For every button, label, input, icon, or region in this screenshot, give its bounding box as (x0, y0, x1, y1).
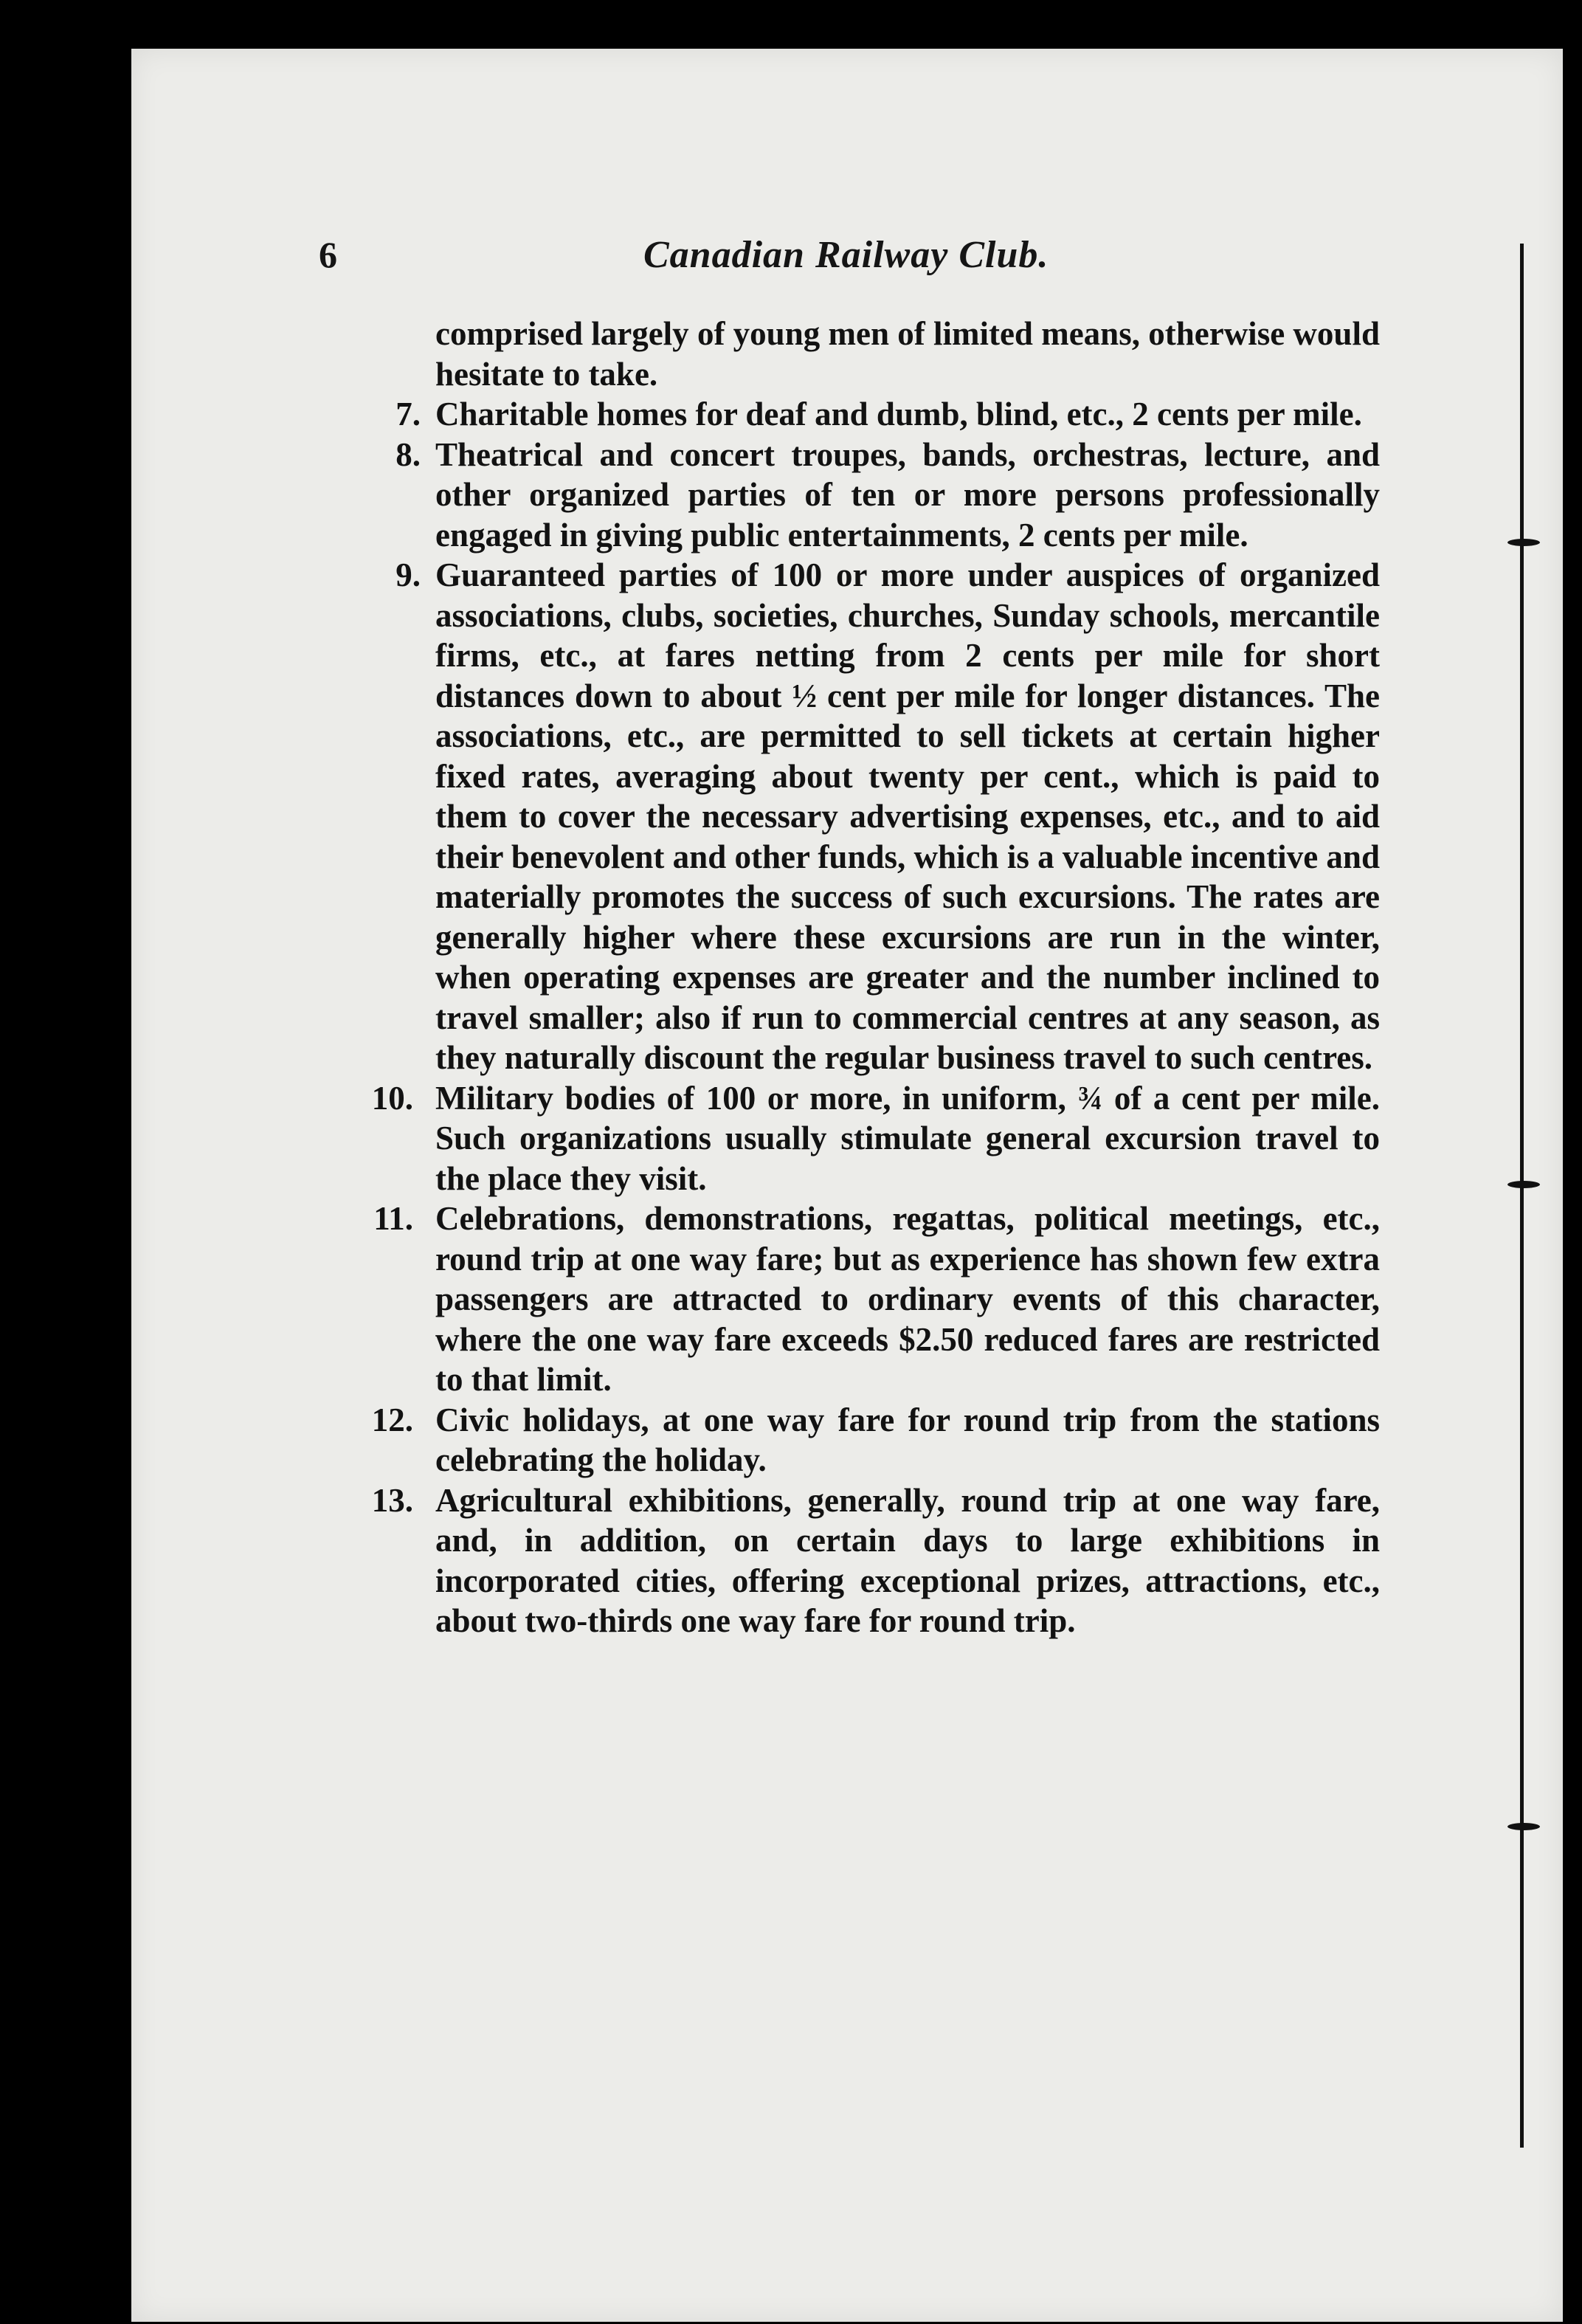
item-number: 7. (396, 396, 421, 432)
list-item (332, 1480, 1380, 1641)
item-number: 11. (373, 1200, 413, 1237)
continuation-paragraph: comprised largely of young men of limited means, otherwise would hesitate to take. (435, 315, 1380, 393)
binding-edge (1520, 244, 1550, 2148)
item-number: 9. (396, 556, 421, 593)
item-text: Theatrical and concert troupes, bands, orchestras, lecture, and other organized parties of ten or more persons professionally engaged in giving public entertainments, 2 cents per mile. (435, 435, 1380, 554)
list-item (332, 394, 1380, 435)
list-item (332, 555, 1380, 1078)
list-item (332, 1078, 1380, 1199)
page-header (319, 230, 1367, 282)
item-number: 10. (371, 1079, 413, 1117)
item-text: Military bodies of 100 or more, in uniform, ¾ of a cent per mile. Such organizations usually stimulate general excursion travel to the place they visit. (435, 1079, 1380, 1197)
page-number: 6 (319, 234, 337, 275)
list-item (332, 1199, 1380, 1400)
item-text: Civic holidays, at one way fare for round trip from the stations celebrating the holiday. (435, 1401, 1380, 1478)
item-number: 12. (371, 1401, 413, 1438)
item-number: 8. (396, 435, 421, 473)
item-text: Celebrations, demonstrations, regattas, political meetings, etc., round trip at one way fare; but as experience has shown few extra passengers are attracted to ordinary events of this character, where the one way fare exceeds $2.50 reduced fares are restricted to that limit. (435, 1200, 1380, 1398)
body-text (332, 314, 1380, 1641)
item-text: Guaranteed parties of 100 or more under auspices of organized associations, clubs, societies, churches, Sunday schools, mercantile firms, etc., at fares netting from 2 cents per mile for short distances down to about ½ cent per mile for longer distances. The associations, etc., are permitted to sell tickets at certain higher fixed rates, averaging about twenty per cent., which is paid to them to cover the necessary advertising expenses, etc., and to aid their benevolent and other funds, which is a valuable incentive and materially promotes the success of such excursions. The rates are generally higher where these excursions are run in the winter, when operating expenses are greater and the number inclined to travel smaller; also if run to commercial centres at any season, as they naturally discount the regular business travel to such centres. (435, 556, 1380, 1076)
list-item (332, 1400, 1380, 1480)
item-number: 13. (371, 1481, 413, 1519)
running-head: Canadian Railway Club. (643, 234, 1049, 276)
binding-mark (1507, 1181, 1540, 1188)
item-text: Charitable homes for deaf and dumb, blind, etc., 2 cents per mile. (435, 396, 1362, 432)
item-text: Agricultural exhibitions, generally, round trip at one way fare, and, in addition, on certain days to large exhibitions in incorporated cities, offering exceptional prizes, attractions, etc., about two-thirds one way fare for round trip. (435, 1481, 1380, 1639)
list-item (332, 435, 1380, 556)
binding-mark (1507, 1823, 1540, 1830)
binding-mark (1507, 539, 1540, 546)
